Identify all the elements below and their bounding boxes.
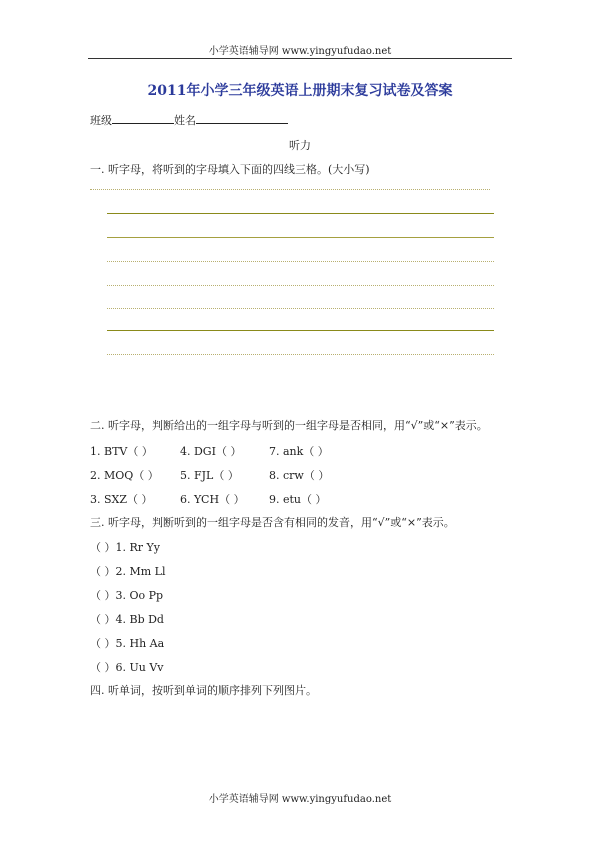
s3-item-4: （ ）4. Bb Dd [90, 613, 164, 626]
name-label: 姓名 [174, 114, 196, 127]
s2-item-4: 4. DGI（ ） [180, 445, 242, 458]
grid2-line-3 [107, 330, 494, 331]
page-header: 小学英语辅导网 www.yingyufudao.net [208, 46, 392, 57]
grid1-line-4 [107, 261, 494, 262]
section3-heading: 三. 听字母，判断听到的一组字母是否含有相同的发音，用“√”或“×”表示。 [90, 516, 455, 529]
grid2-line-4 [107, 354, 494, 355]
s3-item-1: （ ）1. Rr Yy [90, 541, 161, 554]
document-title: 2011年小学三年级英语上册期末复习试卷及答案 [147, 83, 453, 99]
s2-item-1: 1. BTV（ ） [90, 445, 153, 458]
s3-item-5: （ ）5. Hh Aa [90, 637, 165, 650]
grid2-line-2 [107, 308, 494, 309]
section2-row-3 [90, 491, 327, 507]
student-info [90, 112, 288, 128]
section-listening-title: 听力 [289, 139, 311, 152]
s3-item-6: （ ）6. Uu Vv [90, 661, 164, 674]
header-rule [88, 58, 512, 59]
section2-row-1 [90, 443, 329, 459]
s3-item-3: （ ）3. Oo Pp [90, 589, 164, 602]
s2-item-9: 9. etu（ ） [269, 493, 327, 506]
s2-item-5: 5. FJL（ ） [180, 469, 239, 482]
grid1-line-1 [90, 189, 490, 190]
grid1-line-3 [107, 237, 494, 238]
grid1-line-2 [107, 213, 494, 214]
section4-heading: 四. 听单词，按听到单词的顺序排列下列图片。 [90, 684, 317, 697]
class-blank [112, 112, 174, 124]
s2-item-8: 8. crw（ ） [269, 469, 330, 482]
section1-heading: 一. 听字母，将听到的字母填入下面的四线三格。(大小写) [90, 163, 370, 176]
s2-item-6: 6. YCH（ ） [180, 493, 245, 506]
section2-heading: 二. 听字母，判断给出的一组字母与听到的一组字母是否相同，用“√”或“×”表示。 [90, 419, 488, 432]
page-footer: 小学英语辅导网 www.yingyufudao.net [208, 794, 392, 805]
class-label: 班级 [90, 114, 112, 127]
s2-item-7: 7. ank（ ） [269, 445, 329, 458]
s2-item-3: 3. SXZ（ ） [90, 493, 153, 506]
s3-item-2: （ ）2. Mm Ll [90, 565, 166, 578]
s2-item-2: 2. MOQ（ ） [90, 469, 159, 482]
name-blank [196, 112, 288, 124]
section2-row-2 [90, 467, 329, 483]
grid2-line-1 [107, 285, 494, 286]
